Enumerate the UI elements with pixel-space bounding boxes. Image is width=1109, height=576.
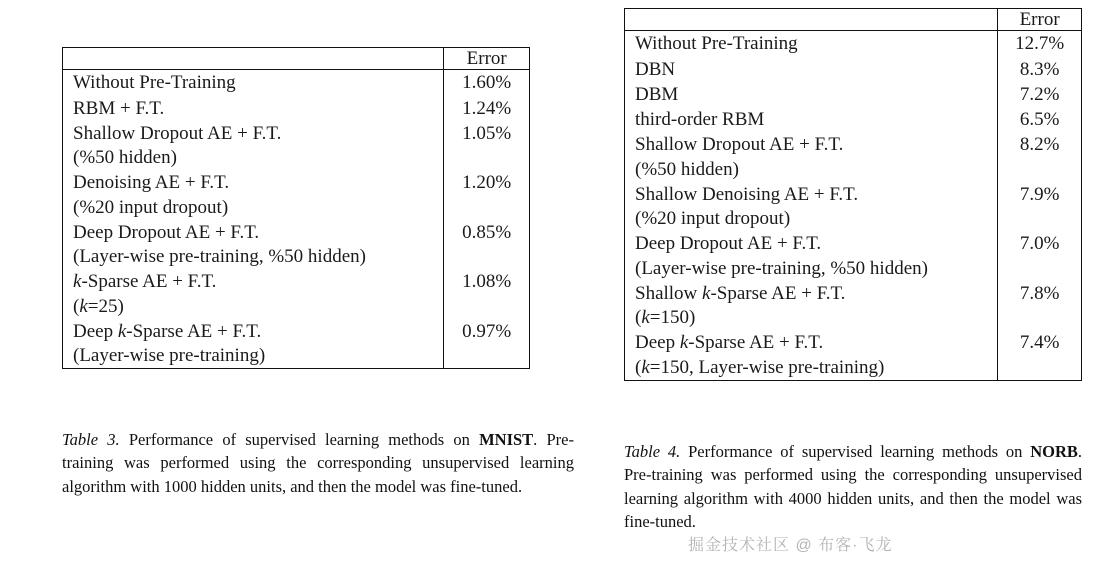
table-4-method-1: DBN [635,58,676,80]
table-4-note-7: (k=150) [635,307,696,329]
table-4-note-6: (Layer-wise pre-training, %50 hidden) [635,257,928,279]
table-3-error-4: 0.85% [444,220,529,245]
table-3-error-header: Error [444,48,529,69]
table-4-error-3: 6.5% [998,107,1081,132]
table-3-error-5: 1.08% [444,269,529,294]
table-row [625,107,1081,132]
table-3-error-2-blank [444,146,529,170]
table-row [63,70,529,96]
table-row-note [625,306,1081,330]
k-symbol: k [79,295,88,317]
k-symbol: k [117,320,127,342]
watermark: 掘金技术社区 @ 布客·飞龙 [688,537,893,554]
table-3-note-6: (Layer-wise pre-training) [73,345,266,367]
k-symbol: k [73,271,82,293]
table-row [625,57,1081,82]
table-row [625,281,1081,306]
table-4-error-5-blank [998,207,1081,231]
table-4-error-8: 7.4% [998,330,1081,355]
table-4-method-7: Shallow k-Sparse AE + F.T. [635,282,846,304]
table-row [63,96,529,121]
table-4-caption-text-1: Performance of supervised learning methods on [680,442,1031,461]
table-3-error-2: 1.05% [444,121,529,146]
table-row-note [63,146,529,170]
table-4-method-3: third-order RBM [635,109,765,131]
table-4-method-4: Shallow Dropout AE + F.T. [635,134,844,156]
table-3-error-6: 0.97% [444,319,529,344]
table-4-method-7-rest: -Sparse AE + F.T. [710,282,846,304]
table-row-note [63,196,529,220]
table-row [63,269,529,294]
table-3-method-6: Deep k-Sparse AE + F.T. [73,320,262,342]
table-4-method-6: Deep Dropout AE + F.T. [635,233,822,255]
table-3 [62,47,530,369]
table-4-method-8-rest: -Sparse AE + F.T. [688,332,824,354]
table-3-error-5-blank [444,295,529,319]
table-3-method-0: Without Pre-Training [73,72,236,94]
table-row [63,121,529,146]
table-4-caption-label: Table 4. [624,442,681,461]
table-3-method-6-rest: -Sparse AE + F.T. [126,320,262,342]
table-row [63,170,529,195]
table-3-caption-dataset: MNIST [479,430,534,449]
table-4-caption-dataset: NORB [1030,442,1078,461]
table-3-caption-text-1: Performance of supervised learning methods on [119,430,480,449]
table-3-caption-label: Table 3. [62,430,120,449]
table-3-header-row [63,48,529,69]
table-4-method-5: Shallow Denoising AE + F.T. [635,183,859,205]
k-symbol: k [641,356,650,378]
table-4-error-0: 12.7% [998,31,1081,57]
table-row-note [625,207,1081,231]
table-4-method-2: DBM [635,83,679,105]
table-row-note [625,158,1081,182]
table-4-note-4: (%50 hidden) [635,158,739,180]
table-3-error-3: 1.20% [444,170,529,195]
table-4-error-8-blank [998,356,1081,380]
table-4-error-4: 8.2% [998,132,1081,157]
table-4-error-5: 7.9% [998,182,1081,207]
table-4-method-header [625,9,998,30]
table-3-method-5-rest: -Sparse AE + F.T. [81,271,217,293]
table-3-method-2: Shallow Dropout AE + F.T. [73,122,282,144]
k-symbol: k [702,282,711,304]
table-row [625,231,1081,256]
table-3-method-3: Denoising AE + F.T. [73,172,230,194]
table-3-note-4: (Layer-wise pre-training, %50 hidden) [73,246,366,268]
table-3-error-3-blank [444,196,529,220]
table-3-error-0: 1.60% [444,70,529,96]
table-4-error-7-blank [998,306,1081,330]
table-row-note [63,344,529,368]
table-3-method-5 [63,269,444,294]
table-4-note-5: (%20 input dropout) [635,208,791,230]
table-3-grid [63,48,529,368]
table-3-caption-text-2: . Pre-training was performed using the corresponding unsupervised learning algorithm with 1000 hidden units, and then the model was fine-tuned. [62,430,574,496]
table-row-note [625,356,1081,380]
table-4-method-8: Deep k-Sparse AE + F.T. [635,332,824,354]
table-row [63,220,529,245]
table-4-error-6: 7.0% [998,231,1081,256]
table-4-error-7: 7.8% [998,281,1081,306]
table-4-method-0: Without Pre-Training [635,33,798,55]
table-4-caption [624,440,1082,534]
table-4-error-header: Error [998,9,1081,30]
table-3-error-1: 1.24% [444,96,529,121]
table-3-note-5: (k=25) [73,295,124,317]
table-row [625,182,1081,207]
table-3-method-header [63,48,444,69]
k-symbol: k [679,332,689,354]
table-4-caption-text-2: . Pre-training was performed using the corresponding unsupervised learning algorithm with 4000 hidden units, and then the model was fine-tuned. [624,442,1082,532]
table-4-grid [625,9,1081,380]
table-4-error-4-blank [998,158,1081,182]
table-3-error-4-blank [444,245,529,269]
k-symbol: k [641,307,650,329]
table-row-note [63,295,529,319]
table-4-note-8: (k=150, Layer-wise pre-training) [635,356,885,378]
table-row-note [625,257,1081,281]
table-4 [624,8,1082,381]
table-row [625,132,1081,157]
table-4-error-2: 7.2% [998,82,1081,107]
table-3-method-4: Deep Dropout AE + F.T. [73,221,260,243]
table-3-note-3: (%20 input dropout) [73,196,229,218]
table-row [625,330,1081,355]
table-row-note [63,245,529,269]
table-4-error-6-blank [998,257,1081,281]
table-4-header-row [625,9,1081,30]
table-row [625,82,1081,107]
table-3-method-1: RBM + F.T. [73,97,165,119]
table-3-note-2: (%50 hidden) [73,147,177,169]
table-3-caption [62,428,574,498]
table-3-error-6-blank [444,344,529,368]
table-row [625,31,1081,57]
table-4-error-1: 8.3% [998,57,1081,82]
table-row [63,319,529,344]
